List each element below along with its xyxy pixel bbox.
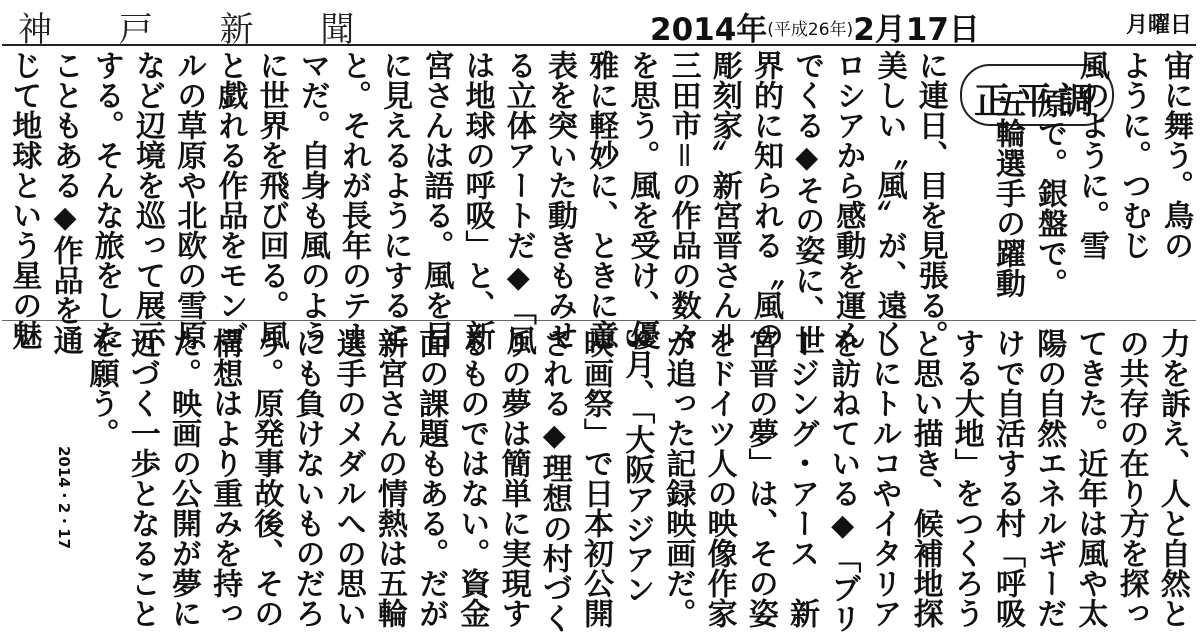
text-column: ロシアから感動を運ん [830, 50, 866, 350]
text-column: 力を訴え、人と自然と [1154, 328, 1190, 628]
text-column: 五輪選手の躍動 [990, 88, 1025, 298]
text-column: しにトルコやイタリア [866, 328, 902, 628]
masthead: 神 戸 新 聞 [18, 10, 383, 50]
text-column: を思う。風を受け、優 [624, 50, 660, 350]
text-column: にも負けないものだろ [289, 328, 325, 628]
text-column: てきた。近年は風や太 [1072, 328, 1108, 628]
text-column: 構想はより重みを持っ [207, 328, 243, 628]
text-column: こともある◆作品を通 [47, 50, 83, 355]
text-column: と。それが長年のテー [336, 50, 371, 350]
text-column: をドイツ人の映像作家 [701, 328, 737, 628]
text-column: は地球の呼吸」と、新 [459, 50, 495, 350]
text-column: など辺境を巡って展示 [130, 50, 165, 350]
text-column: 陽の自然エネルギーだ [1031, 328, 1067, 628]
date-year: 2014年 [650, 12, 768, 48]
text-column: 彫刻家〟新宮晋さん＝ [706, 50, 742, 350]
text-column: 表を突いた動きもみせ [542, 50, 577, 350]
text-column: りの夢は簡単に実現す [495, 328, 531, 628]
text-column: る立体アートだ◆「風 [500, 50, 536, 355]
text-column: 面の課題もある。だが [413, 328, 449, 628]
text-column: 宙に舞う。鳥の [1158, 50, 1193, 260]
text-column: 三田市＝の作品の数々 [665, 50, 701, 350]
text-column: ルの草原や北欧の雪原 [171, 50, 207, 350]
text-column: う。原発事故後、その [248, 328, 284, 628]
text-column: と戯れる作品をモンゴ [212, 50, 248, 350]
text-column: 風のように。雪 [1074, 50, 1109, 260]
text-column: るものではない。資金 [454, 328, 490, 628]
text-column: される◆理想の村づく [536, 328, 572, 633]
text-column: 美しい〝風〟が、遠く [871, 50, 907, 350]
text-column: 近づく一歩となること [124, 328, 160, 628]
text-column: 宮さんは語る。風を目 [418, 50, 454, 350]
text-column: 原で。銀盤で。 [1032, 88, 1067, 298]
text-column: た。映画の公開が夢に [166, 328, 201, 628]
text-column: に見えるようにするこ [377, 50, 413, 350]
text-column: 宮晋の夢」は、その姿 [742, 328, 778, 628]
text-column: に連日、目を見張る。 [912, 50, 948, 350]
weekday: 月曜日 [1125, 13, 1192, 38]
text-column: 界的に知られる〝風の [748, 50, 783, 350]
date-monthday: 2月17日 [853, 12, 980, 48]
text-column: 映画祭」で日本初公開 [578, 328, 613, 628]
text-column: する大地」をつくろう [948, 328, 984, 628]
text-column: けで自活する村「呼吸 [990, 328, 1025, 628]
text-column: が追った記録映画だ。 [660, 328, 696, 628]
text-column: を願う。 [83, 328, 119, 448]
text-column: マだ。自身も風のよう [294, 50, 330, 350]
text-column: に世界を飛び回る。風 [253, 50, 289, 350]
text-column: 3月、「大阪アジアン [619, 328, 655, 604]
date-era: (平成26年) [767, 20, 854, 40]
text-column: を訪ねている◆「ブリ [825, 328, 861, 633]
text-column: の共存の在り方を探っ [1113, 328, 1149, 628]
text-column: でくる◆その姿に、世 [789, 50, 825, 355]
publication-date [650, 4, 980, 49]
text-column: 選手のメダルへの思い [330, 328, 366, 628]
text-column: 新宮さんの情熱は五輪 [372, 328, 407, 628]
article-body [2, 44, 1196, 633]
newspaper-header [0, 0, 1200, 50]
text-column: ージング・アース 新 [784, 328, 819, 628]
column-title: 正平調 [973, 80, 1100, 122]
top-rule [2, 44, 1196, 46]
signature-date: 2014・2・17 [55, 446, 73, 550]
text-column: じて地球という星の魅 [6, 50, 42, 350]
text-column: と思い描き、候補地探 [907, 328, 943, 628]
text-column: ように。つむじ [1116, 50, 1151, 260]
text-column: する。そんな旅をした [88, 50, 124, 350]
text-column: 雅に軽妙に、ときに意 [583, 50, 619, 350]
